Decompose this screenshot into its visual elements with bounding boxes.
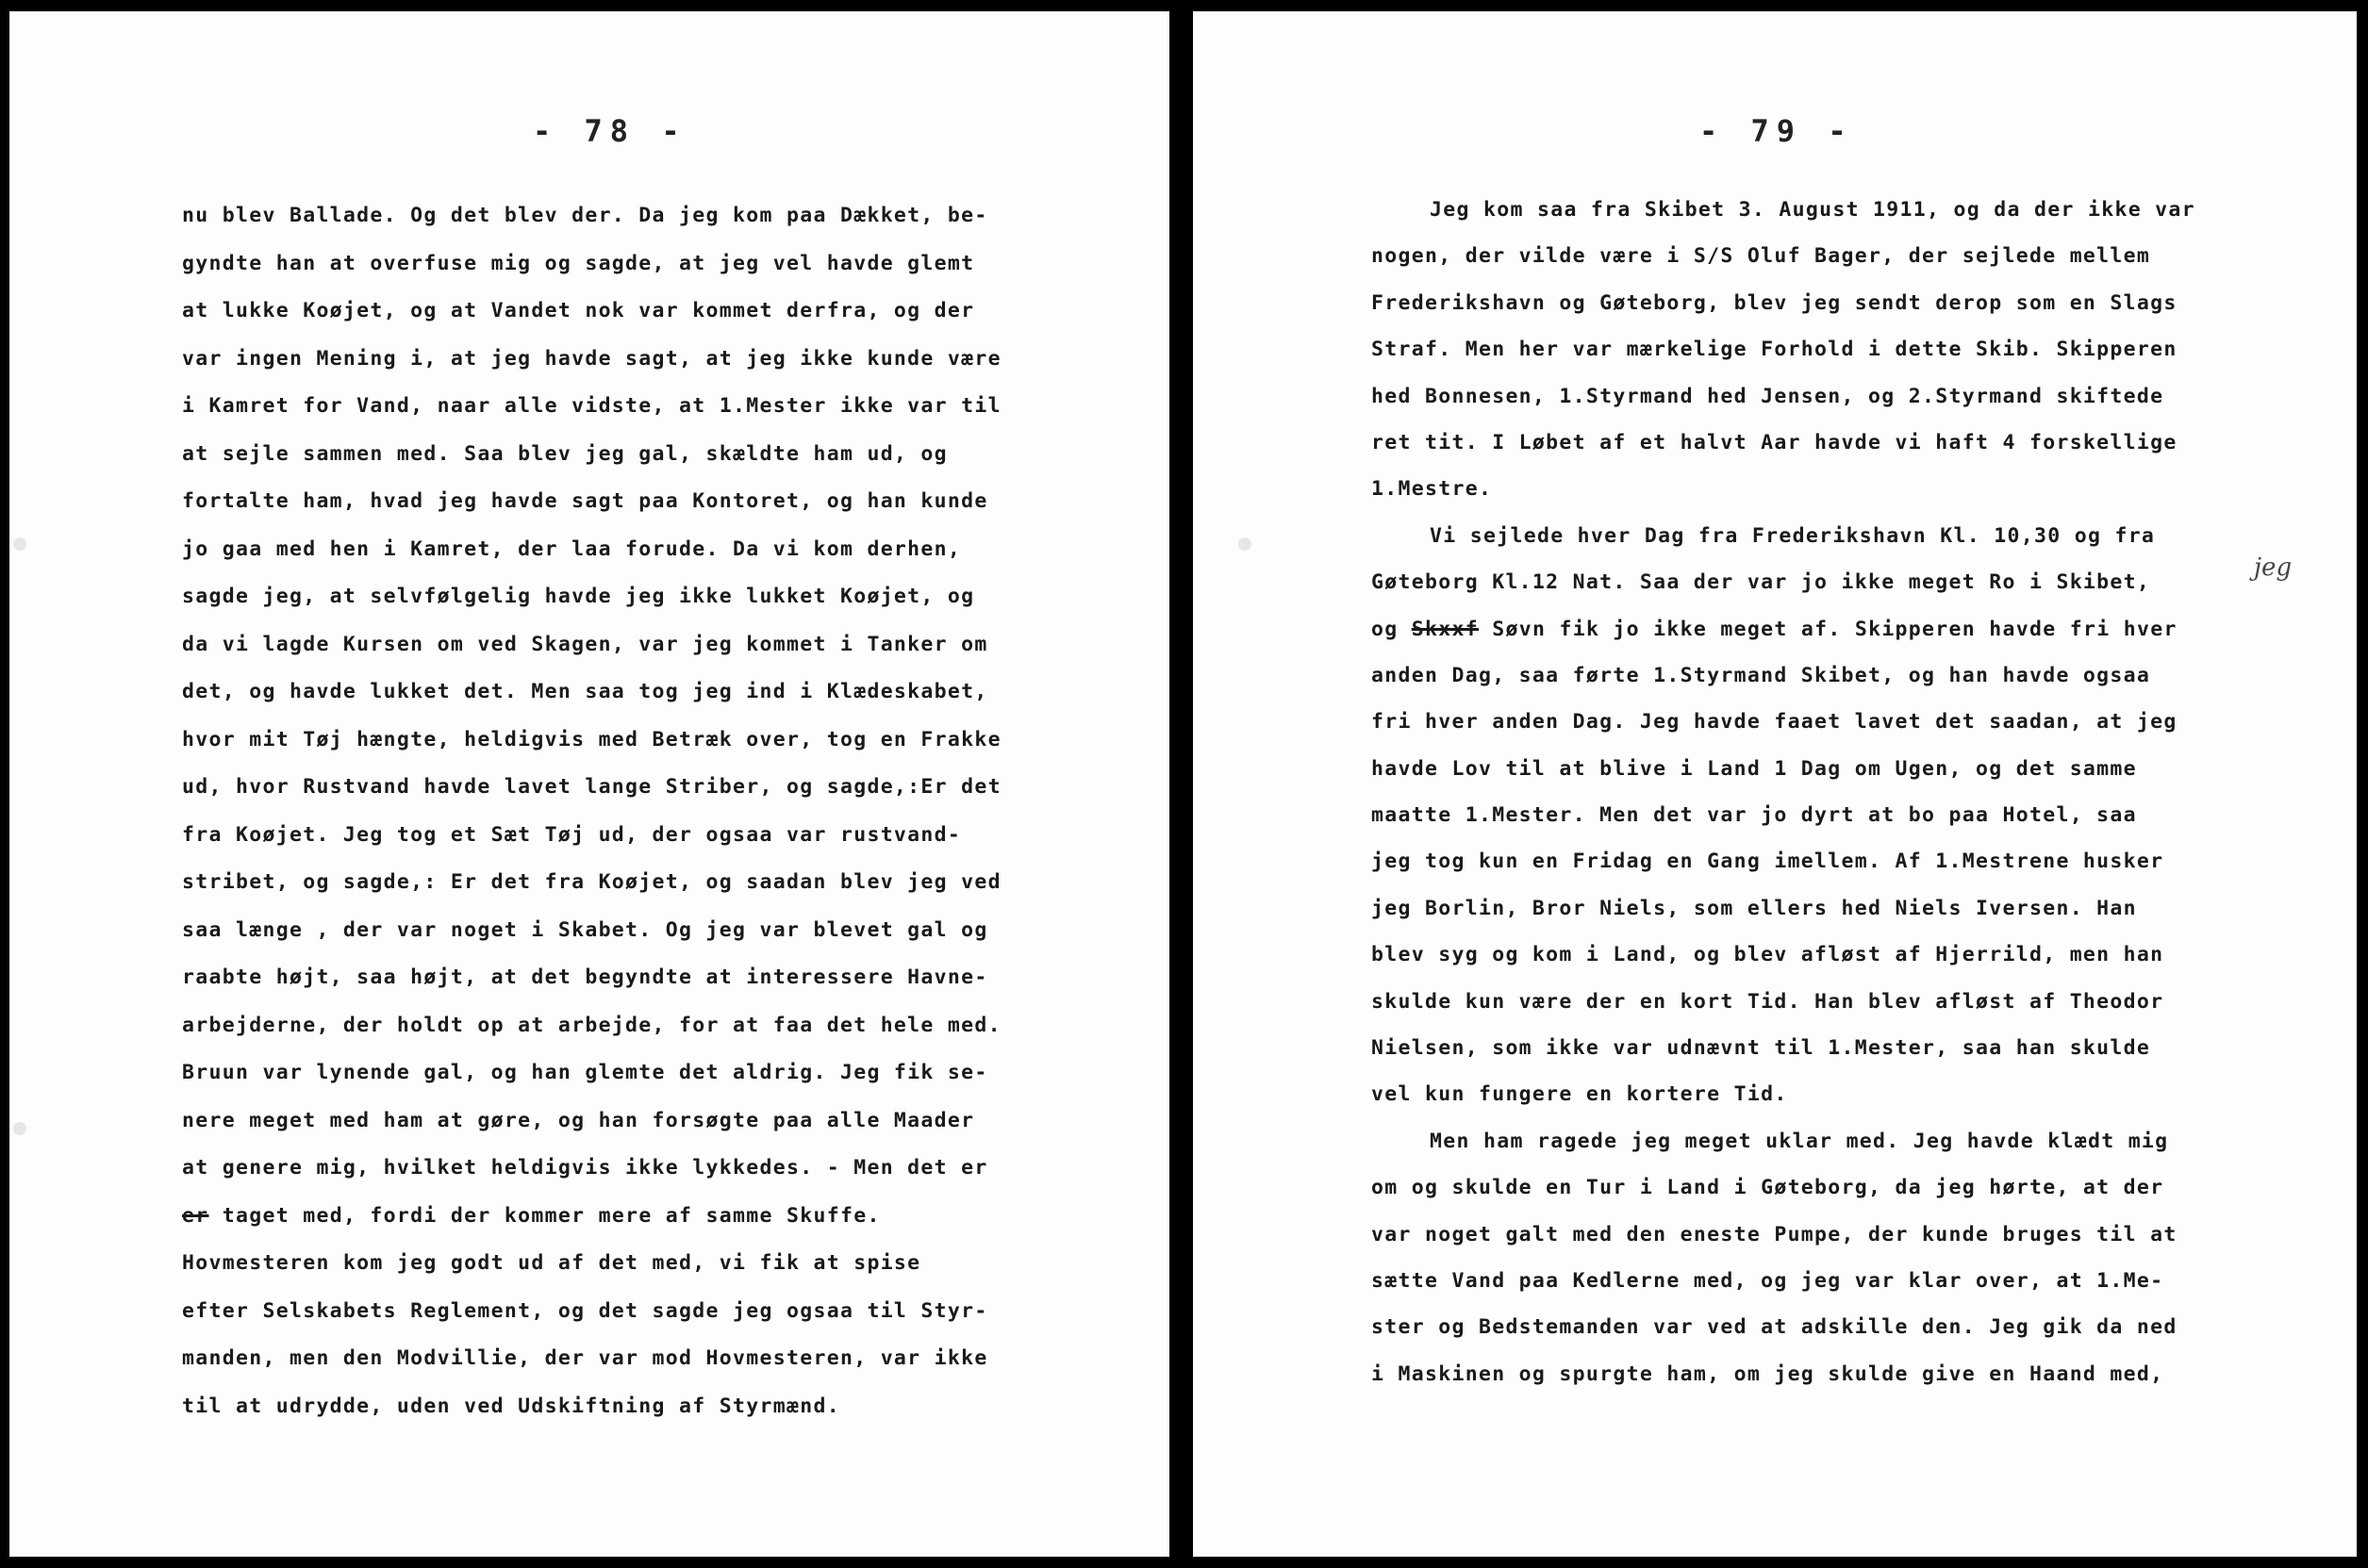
text-line: stribet, og sagde,: Er det fra Koøjet, og saadan blev jeg ved: [182, 870, 1002, 894]
text-line: var ingen Mening i, at jeg havde sagt, at jeg ikke kunde være: [182, 346, 1002, 371]
text-line: nogen, der vilde være i S/S Oluf Bager, der sejlede mellem: [1371, 244, 2151, 269]
text-line: nu blev Ballade. Og det blev der. Da jeg kom paa Dækket, be-: [182, 204, 988, 227]
text-line: nere meget med ham at gøre, og han forsøgte paa alle Maader: [182, 1108, 975, 1132]
page-body: [182, 192, 1002, 1430]
text-line: var noget galt med den eneste Pumpe, der kunde bruges til at: [1371, 1222, 2178, 1246]
page-body: [1371, 187, 2195, 1397]
text-line: det, og havde lukket det. Men saa tog jeg ind i Klædeskabet,: [182, 680, 988, 703]
text-line: fortalte ham, hvad jeg havde sagt paa Kontoret, og han kunde: [182, 489, 988, 513]
text-line: jo gaa med hen i Kamret, der laa forude. Da vi kom derhen,: [182, 536, 962, 561]
text-line: Nielsen, som ikke var udnævnt til 1.Mester, saa han skulde: [1371, 1036, 2151, 1061]
text-line: 1.Mestre.: [1371, 477, 1493, 502]
text-line: taget med, fordi der kommer mere af samme Skuffe.: [222, 1203, 881, 1228]
text-line: hed Bonnesen, 1.Styrmand hed Jensen, og 2.Styrmand skiftede: [1371, 384, 2164, 408]
text-line: skulde kun være der en kort Tid. Han blev afløst af Theodor: [1371, 989, 2164, 1014]
text-line: anden Dag, saa førte 1.Styrmand Skibet, og han havde ogsaa: [1371, 663, 2151, 687]
struck-word: er: [182, 1203, 209, 1228]
right-page: [1193, 11, 2357, 1557]
page-number: - 78 -: [533, 113, 687, 149]
struck-word: Skxxf: [1411, 617, 1479, 641]
text-line: gyndte han at overfuse mig og sagde, at jeg vel havde glemt: [182, 251, 975, 275]
text-line: vel kun fungere en kortere Tid.: [1371, 1082, 1788, 1107]
page-number: - 79 -: [1699, 113, 1854, 149]
text-line: jeg Borlin, Bror Niels, som ellers hed Niels Iversen. Han: [1371, 896, 2137, 920]
text-line: ud, hvor Rustvand havde lavet lange Striber, og sagde,:Er det: [182, 775, 1002, 799]
text-line: Vi sejlede hver Dag fra Frederikshavn Kl. 10,30 og fra: [1430, 523, 2156, 548]
text-line: Hovmesteren kom jeg godt ud af det med, vi fik at spise: [182, 1251, 921, 1275]
text-line: Jeg kom saa fra Skibet 3. August 1911, og da der ikke var: [1430, 198, 2195, 222]
text-line: havde Lov til at blive i Land 1 Dag om Ugen, og det samme: [1371, 756, 2137, 781]
text-line: sagde jeg, at selvfølgelig havde jeg ikke lukket Koøjet, og: [182, 585, 975, 608]
text-line: sætte Vand paa Kedlerne med, og jeg var klar over, at 1.Me-: [1371, 1268, 2164, 1293]
text-line: Frederikshavn og Gøteborg, blev jeg sendt derop som en Slags: [1371, 290, 2178, 315]
text-line: om og skulde en Tur i Land i Gøteborg, da jeg hørte, at der: [1371, 1176, 2164, 1200]
text-line: Gøteborg Kl.12 Nat. Saa der var jo ikke meget Ro i Skibet,: [1371, 570, 2151, 595]
text-line: jeg tog kun en Fridag en Gang imellem. Af 1.Mestrene husker: [1371, 850, 2164, 874]
text-line: blev syg og kom i Land, og blev afløst af Hjerrild, men han: [1371, 943, 2164, 967]
text-line: i Maskinen og spurgte ham, om jeg skulde give en Haand med,: [1371, 1362, 2164, 1386]
text-line: ster og Bedstemanden var ved at adskille den. Jeg gik da ned: [1371, 1315, 2178, 1340]
text-line: at lukke Koøjet, og at Vandet nok var kommet derfra, og der: [182, 299, 975, 322]
text-line: Straf. Men her var mærkelige Forhold i dette Skib. Skipperen: [1371, 338, 2178, 362]
text-line: ret tit. I Løbet af et halvt Aar havde vi haft 4 forskellige: [1371, 430, 2178, 454]
text-line: fra Koøjet. Jeg tog et Sæt Tøj ud, der ogsaa var rustvand-: [182, 822, 962, 847]
text-line-with-strike: [182, 1193, 1002, 1241]
text-line: i Kamret for Vand, naar alle vidste, at 1.Mester ikke var til: [182, 394, 1002, 418]
text-line: fri hver anden Dag. Jeg havde faaet lavet det saadan, at jeg: [1371, 710, 2178, 734]
text-line: at sejle sammen med. Saa blev jeg gal, skældte ham ud, og: [182, 441, 948, 466]
text-line: at genere mig, hvilket heldigvis ikke lykkedes. - Men det er: [182, 1156, 988, 1180]
text-line: da vi lagde Kursen om ved Skagen, var jeg kommet i Tanker om: [182, 632, 988, 656]
punch-hole: [1238, 537, 1251, 551]
text-line: manden, men den Modvillie, der var mod Hovmesteren, var ikke: [182, 1346, 988, 1370]
text-line: raabte højt, saa højt, at det begyndte at interessere Havne-: [182, 966, 988, 989]
text-line: til at udrydde, uden ved Udskiftning af Styrmænd.: [182, 1394, 840, 1418]
punch-hole: [13, 1122, 26, 1135]
punch-hole: [13, 537, 26, 551]
handwritten-margin-note: jeg: [2254, 553, 2293, 582]
text-line: saa længe , der var noget i Skabet. Og jeg var blevet gal og: [182, 917, 988, 942]
text-line: efter Selskabets Reglement, og det sagde jeg ogsaa til Styr-: [182, 1298, 988, 1323]
text-line: maatte 1.Mester. Men det var jo dyrt at bo paa Hotel, saa: [1371, 803, 2137, 828]
text-line: Søvn fik jo ikke meget af. Skipperen havde fri hver: [1492, 617, 2178, 641]
text-line: Bruun var lynende gal, og han glemte det aldrig. Jeg fik se-: [182, 1061, 988, 1084]
text-line: arbejderne, der holdt op at arbejde, for at faa det hele med.: [182, 1013, 1002, 1037]
text-line: Men ham ragede jeg meget uklar med. Jeg havde klædt mig: [1430, 1129, 2169, 1153]
line-prefix: og: [1371, 617, 1399, 641]
left-page: [9, 11, 1169, 1557]
text-line: hvor mit Tøj hængte, heldigvis med Betræk over, tog en Frakke: [182, 727, 1002, 751]
text-line-with-strike: [1371, 606, 2195, 652]
